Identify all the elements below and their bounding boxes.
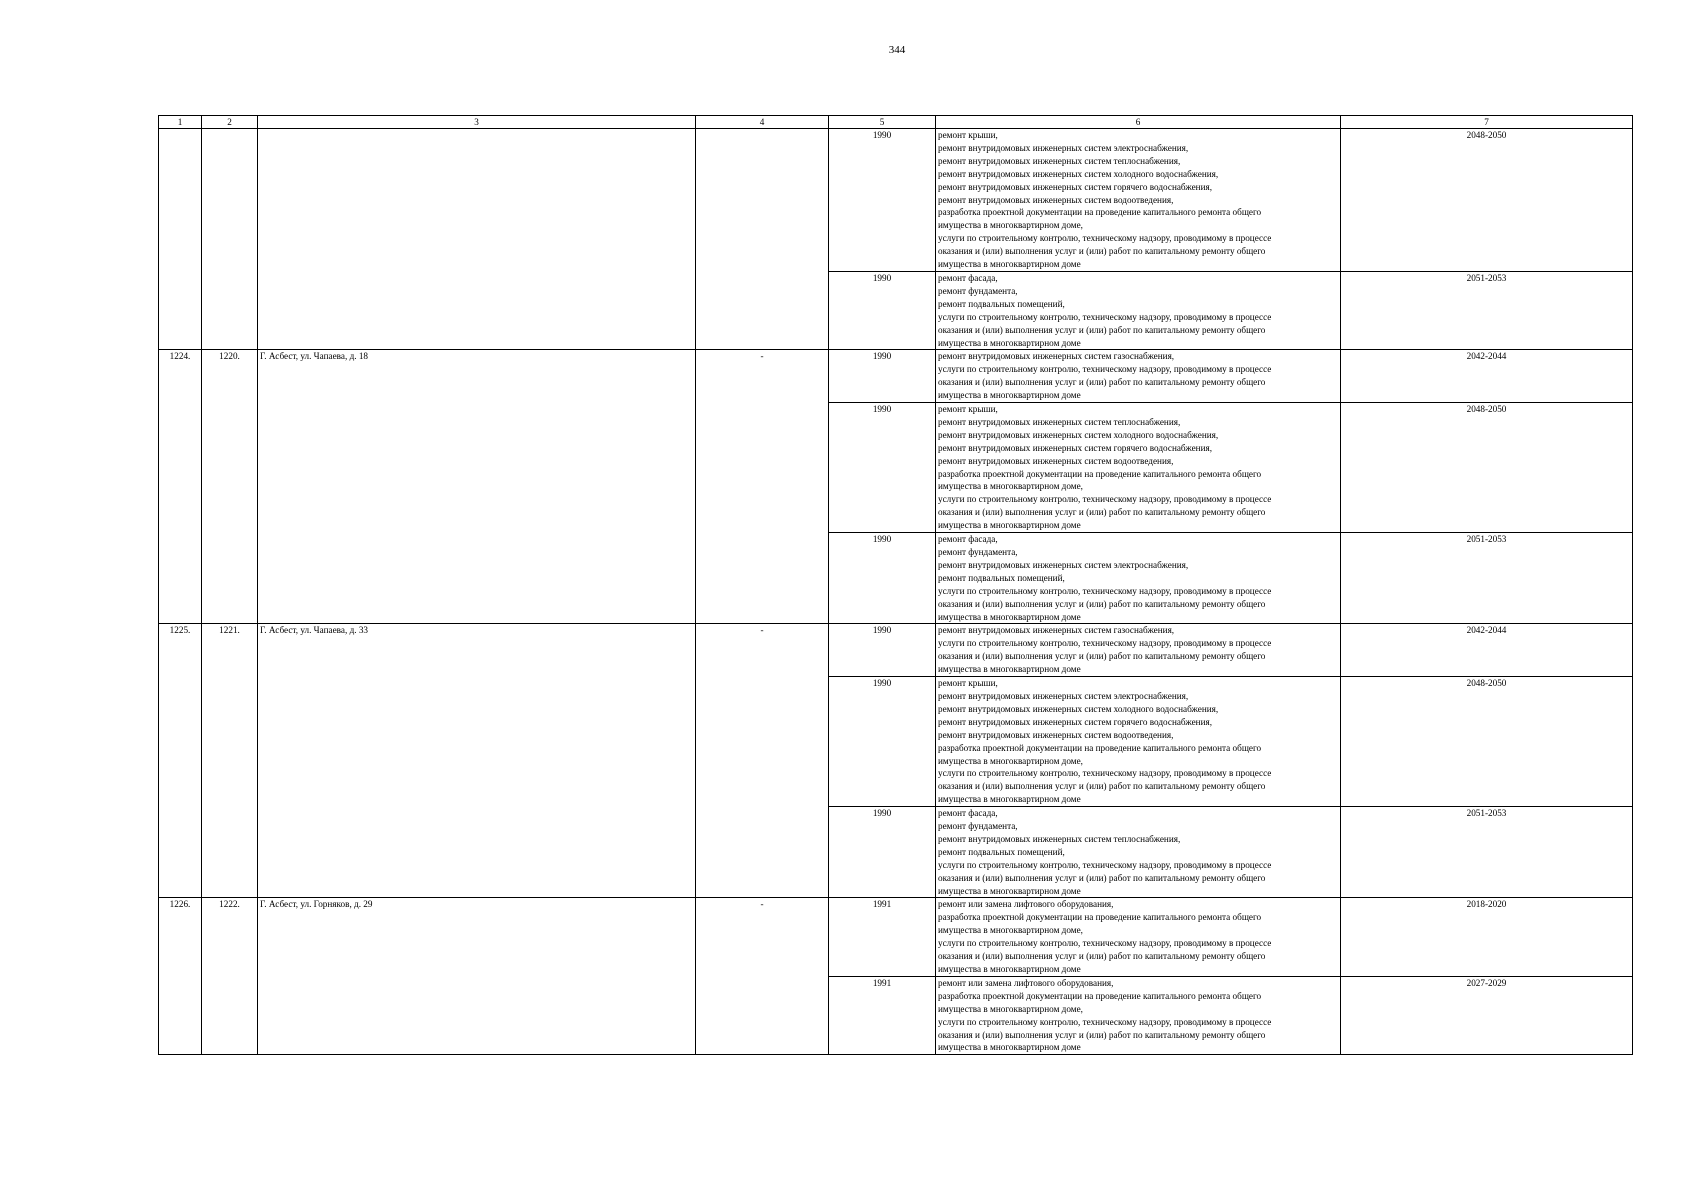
row-number: 1224.	[159, 350, 202, 624]
col4-cell: -	[696, 624, 829, 898]
num-cell	[159, 129, 202, 350]
column-header-5: 5	[829, 116, 936, 129]
works-cell: ремонт крыши, ремонт внутридомовых инженерных систем электроснабжения, ремонт внутридомовых инженерных систем теплоснабжения, ремонт внутридомовых инженерных систем холодного водоснабжения, ремонт внутридомовых инженерных систем горячего водоснабжения, ремонт внутридомовых инженерных систем водоотведения, разработка проектной документации на проведение капитального ремонта общего имущества в многоквартирном доме, услуги по строительному контролю, техническому надзору, проводимому в процессе оказания и (или) выполнения услуг и (или) работ по капитальному ремонту общего имущества в многоквартирном доме	[936, 129, 1341, 272]
works-cell: ремонт внутридомовых инженерных систем газоснабжения, услуги по строительному контролю, техническому надзору, проводимому в процессе оказания и (или) выполнения услуг и (или) работ по капитальному ремонту общего имущества в многоквартирном доме	[936, 350, 1341, 403]
column-header-1: 1	[159, 116, 202, 129]
row-number-2: 1221.	[202, 624, 258, 898]
year-cell: 1991	[829, 898, 936, 976]
period-cell: 2051-2053	[1341, 271, 1633, 349]
works-cell: ремонт фасада, ремонт фундамента, ремонт внутридомовых инженерных систем теплоснабжения, ремонт подвальных помещений, услуги по строительному контролю, техническому надзору, проводимому в процессе оказания и (или) выполнения услуг и (или) работ по капитальному ремонту общего имущества в многоквартирном доме	[936, 807, 1341, 898]
col4-cell: -	[696, 350, 829, 624]
column-header-7: 7	[1341, 116, 1633, 129]
row-number-2: 1222.	[202, 898, 258, 1055]
col4-cell: -	[696, 898, 829, 1055]
address-cell: Г. Асбест, ул. Чапаева, д. 33	[258, 624, 696, 898]
col4-cell	[696, 129, 829, 350]
year-cell: 1990	[829, 533, 936, 624]
works-cell: ремонт крыши, ремонт внутридомовых инженерных систем электроснабжения, ремонт внутридомовых инженерных систем холодного водоснабжения, ремонт внутридомовых инженерных систем горячего водоснабжения, ремонт внутридомовых инженерных систем водоотведения, разработка проектной документации на проведение капитального ремонта общего имущества в многоквартирном доме, услуги по строительному контролю, техническому надзору, проводимому в процессе оказания и (или) выполнения услуг и (или) работ по капитальному ремонту общего имущества в многоквартирном доме	[936, 677, 1341, 807]
period-cell: 2018-2020	[1341, 898, 1633, 976]
address-cell: Г. Асбест, ул. Горняков, д. 29	[258, 898, 696, 1055]
period-cell: 2051-2053	[1341, 807, 1633, 898]
works-cell: ремонт фасада, ремонт фундамента, ремонт подвальных помещений, услуги по строительному контролю, техническому надзору, проводимому в процессе оказания и (или) выполнения услуг и (или) работ по капитальному ремонту общего имущества в многоквартирном доме	[936, 271, 1341, 349]
repair-schedule-table	[158, 115, 1633, 1055]
year-cell: 1990	[829, 403, 936, 533]
column-header-3: 3	[258, 116, 696, 129]
period-cell: 2051-2053	[1341, 533, 1633, 624]
year-cell: 1990	[829, 677, 936, 807]
row-number: 1225.	[159, 624, 202, 898]
period-cell: 2042-2044	[1341, 624, 1633, 677]
year-cell: 1990	[829, 807, 936, 898]
period-cell: 2048-2050	[1341, 403, 1633, 533]
column-header-4: 4	[696, 116, 829, 129]
year-cell: 1990	[829, 271, 936, 349]
row-number-2: 1220.	[202, 350, 258, 624]
period-cell: 2048-2050	[1341, 129, 1633, 272]
page-number: 344	[888, 44, 906, 56]
address-cell: Г. Асбест, ул. Чапаева, д. 18	[258, 350, 696, 624]
num2-cell	[202, 129, 258, 350]
works-cell: ремонт крыши, ремонт внутридомовых инженерных систем теплоснабжения, ремонт внутридомовых инженерных систем холодного водоснабжения, ремонт внутридомовых инженерных систем горячего водоснабжения, ремонт внутридомовых инженерных систем водоотведения, разработка проектной документации на проведение капитального ремонта общего имущества в многоквартирном доме, услуги по строительному контролю, техническому надзору, проводимому в процессе оказания и (или) выполнения услуг и (или) работ по капитальному ремонту общего имущества в многоквартирном доме	[936, 403, 1341, 533]
period-cell: 2042-2044	[1341, 350, 1633, 403]
year-cell: 1990	[829, 129, 936, 272]
works-cell: ремонт внутридомовых инженерных систем газоснабжения, услуги по строительному контролю, техническому надзору, проводимому в процессе оказания и (или) выполнения услуг и (или) работ по капитальному ремонту общего имущества в многоквартирном доме	[936, 624, 1341, 677]
works-cell: ремонт фасада, ремонт фундамента, ремонт внутридомовых инженерных систем электроснабжения, ремонт подвальных помещений, услуги по строительному контролю, техническому надзору, проводимому в процессе оказания и (или) выполнения услуг и (или) работ по капитальному ремонту общего имущества в многоквартирном доме	[936, 533, 1341, 624]
works-cell: ремонт или замена лифтового оборудования, разработка проектной документации на проведение капитального ремонта общего имущества в многоквартирном доме, услуги по строительному контролю, техническому надзору, проводимому в процессе оказания и (или) выполнения услуг и (или) работ по капитальному ремонту общего имущества в многоквартирном доме	[936, 898, 1341, 976]
column-number-row	[159, 116, 1633, 129]
year-cell: 1991	[829, 976, 936, 1054]
period-cell: 2027-2029	[1341, 976, 1633, 1054]
table-row	[159, 624, 1633, 677]
row-number: 1226.	[159, 898, 202, 1055]
address-cell	[258, 129, 696, 350]
column-header-2: 2	[202, 116, 258, 129]
table-row	[159, 898, 1633, 976]
year-cell: 1990	[829, 624, 936, 677]
table-row	[159, 350, 1633, 403]
table-row	[159, 129, 1633, 272]
works-cell: ремонт или замена лифтового оборудования, разработка проектной документации на проведение капитального ремонта общего имущества в многоквартирном доме, услуги по строительному контролю, техническому надзору, проводимому в процессе оказания и (или) выполнения услуг и (или) работ по капитальному ремонту общего имущества в многоквартирном доме	[936, 976, 1341, 1054]
year-cell: 1990	[829, 350, 936, 403]
period-cell: 2048-2050	[1341, 677, 1633, 807]
column-header-6: 6	[936, 116, 1341, 129]
